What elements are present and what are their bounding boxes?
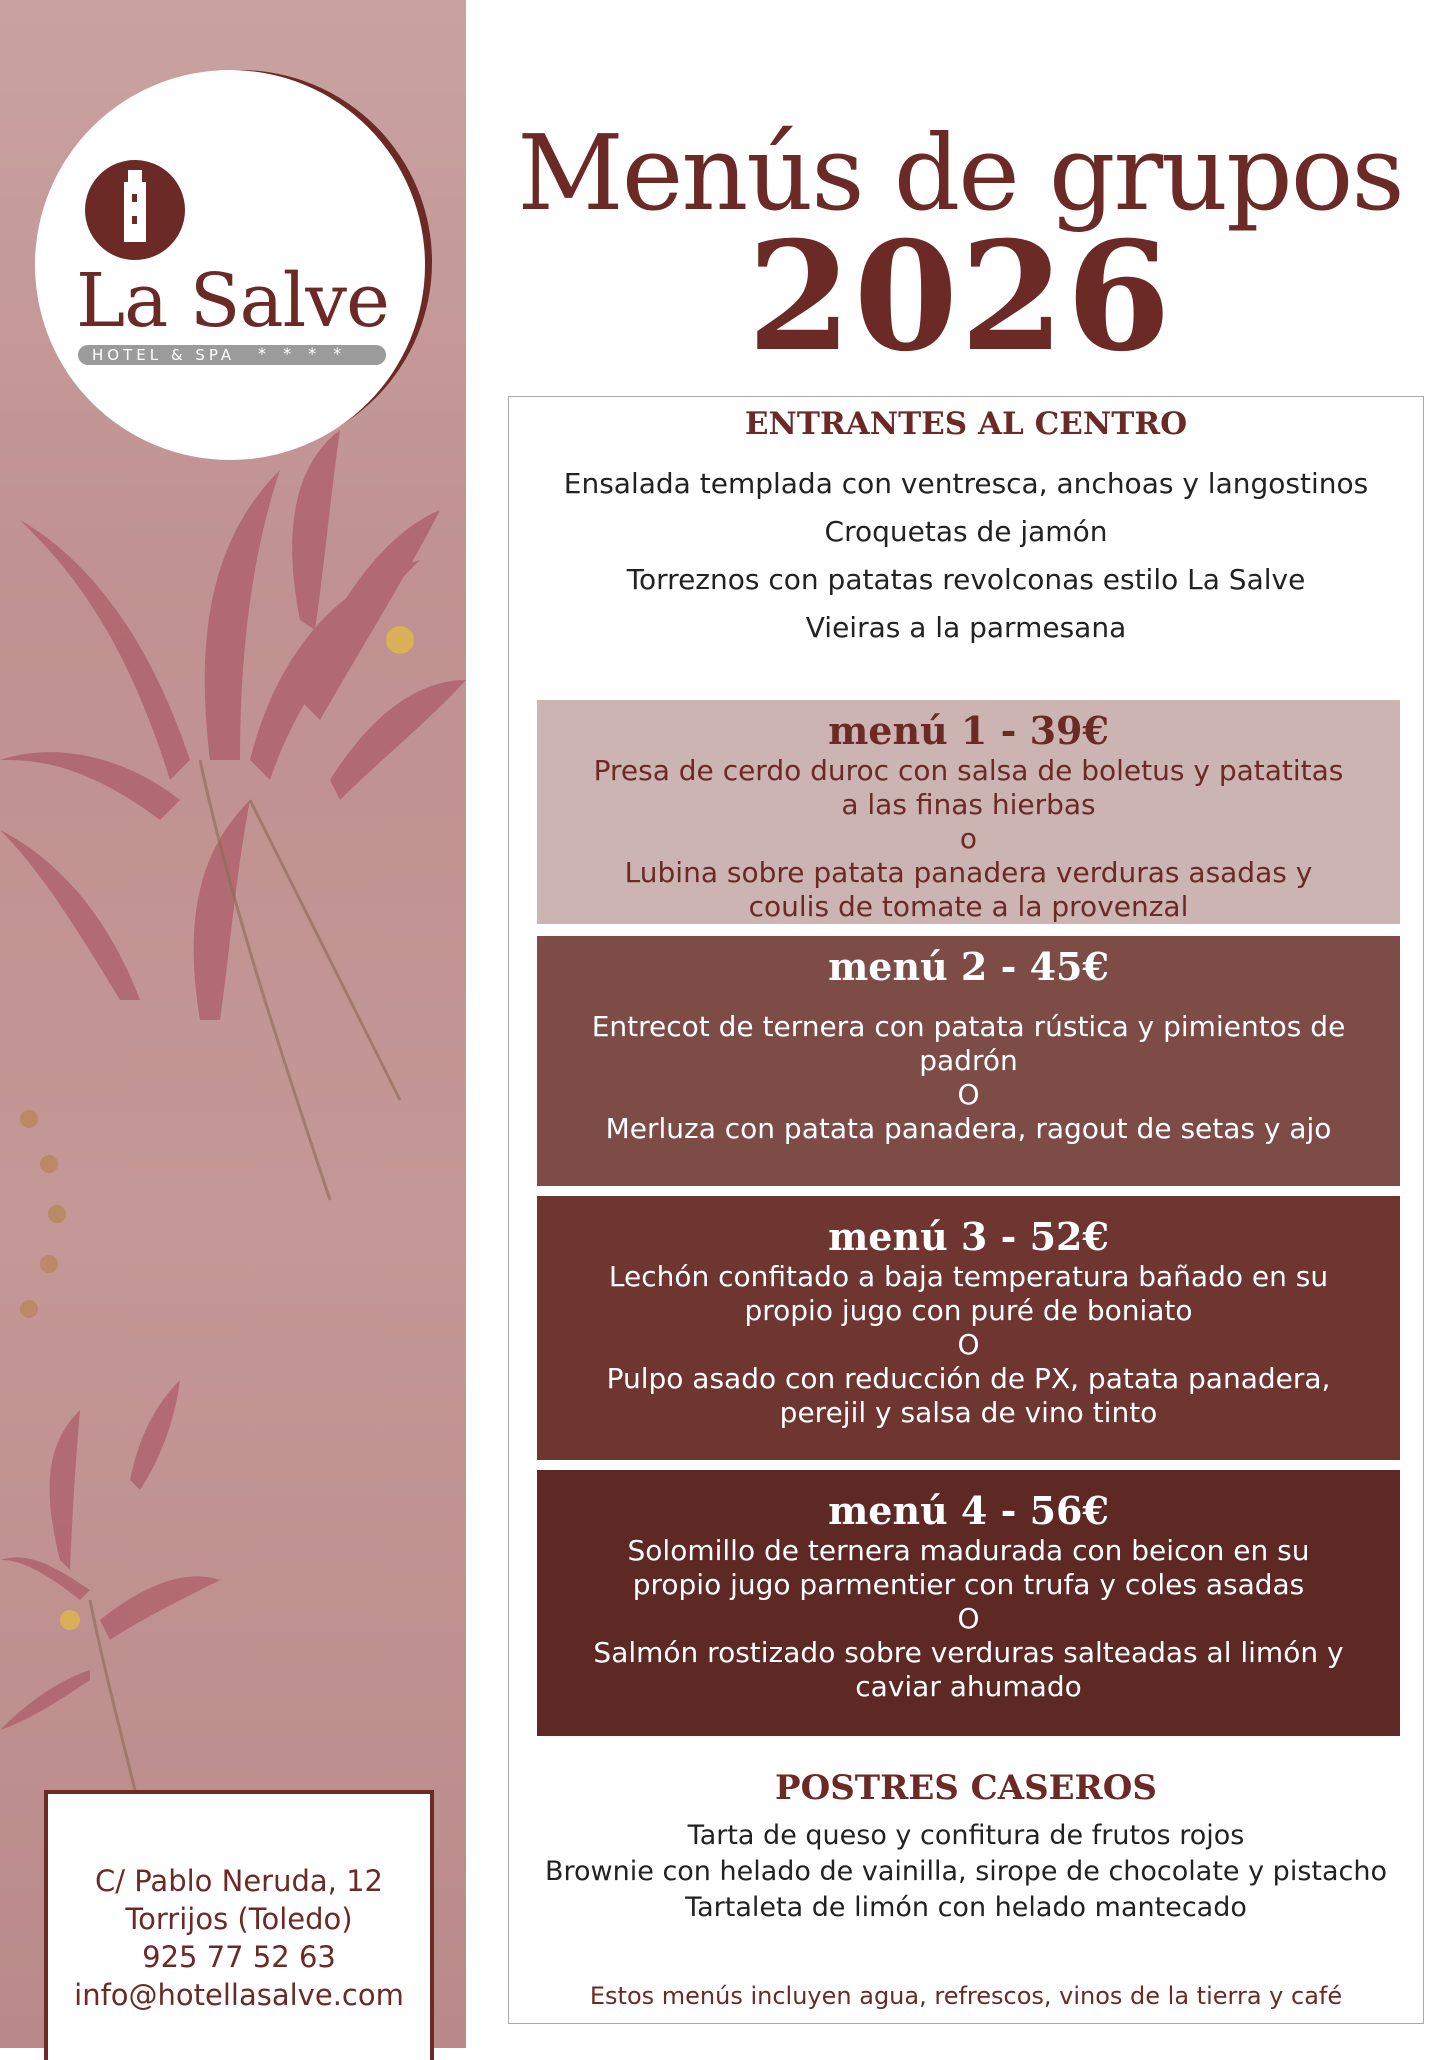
menu-box-1 bbox=[537, 700, 1400, 924]
menu-line: O bbox=[957, 1602, 980, 1635]
postres-title: POSTRES CASEROS bbox=[775, 1768, 1157, 1808]
menu-line: Pulpo asado con reducción de PX, patata panadera, bbox=[606, 1362, 1331, 1395]
contact-address: C/ Pablo Neruda, 12 bbox=[95, 1864, 383, 1898]
menu-title: menú 1 - 39€ bbox=[828, 708, 1109, 753]
menu-footnote: Estos menús incluyen agua, refrescos, vinos de la tierra y café bbox=[589, 1982, 1343, 2010]
menu-line: Lubina sobre patata panadera verduras asadas y bbox=[624, 856, 1313, 889]
menu-line: O bbox=[957, 1328, 980, 1361]
menu-line: coulis de tomate a la provenzal bbox=[748, 890, 1189, 923]
logo-stars: * * * * bbox=[258, 344, 348, 363]
entrante-item: Croquetas de jamón bbox=[824, 515, 1108, 548]
entrante-item: Torreznos con patatas revolconas estilo La Salve bbox=[626, 563, 1306, 596]
menu-title: menú 4 - 56€ bbox=[828, 1488, 1109, 1533]
contact-email[interactable]: info@hotellasalve.com bbox=[74, 1978, 404, 2012]
entrantes-title: ENTRANTES AL CENTRO bbox=[744, 406, 1188, 442]
decorative-dot bbox=[48, 1205, 66, 1223]
menu-title: menú 3 - 52€ bbox=[828, 1214, 1109, 1259]
logo-name: La Salve bbox=[76, 258, 389, 344]
page-title: Menús de grupos bbox=[517, 112, 1403, 234]
menu-line: propio jugo con puré de boniato bbox=[744, 1294, 1193, 1327]
decorative-dot bbox=[40, 1155, 58, 1173]
contact-box bbox=[44, 1790, 434, 2060]
entrante-item: Ensalada templada con ventresca, anchoas y langostinos bbox=[563, 467, 1369, 500]
menu-line: padrón bbox=[919, 1044, 1018, 1077]
menu-line: O bbox=[957, 1078, 980, 1111]
menu-line: caviar ahumado bbox=[855, 1670, 1082, 1703]
menu-line: propio jugo parmentier con trufa y coles asadas bbox=[632, 1568, 1305, 1601]
menu-line: Presa de cerdo duroc con salsa de boletus y patatitas bbox=[593, 754, 1344, 787]
menu-box-2 bbox=[537, 936, 1400, 1186]
entrante-item: Vieiras a la parmesana bbox=[805, 611, 1127, 644]
menu-title: menú 2 - 45€ bbox=[828, 944, 1109, 989]
page-year: 2026 bbox=[747, 209, 1173, 385]
logo-subtitle: HOTEL & SPA bbox=[92, 346, 236, 364]
postre-item: Tartaleta de limón con helado mantecado bbox=[685, 1892, 1247, 1923]
menu-box-3 bbox=[537, 1196, 1400, 1460]
menu-line: Entrecot de ternera con patata rústica y pimientos de bbox=[591, 1010, 1346, 1043]
menu-line: a las finas hierbas bbox=[841, 788, 1096, 821]
postre-item: Tarta de queso y confitura de frutos rojos bbox=[687, 1820, 1245, 1851]
postre-item: Brownie con helado de vainilla, sirope de chocolate y pistacho bbox=[545, 1856, 1387, 1887]
decorative-dot bbox=[20, 1300, 38, 1318]
menu-line: Lechón confitado a baja temperatura bañado en su bbox=[608, 1260, 1329, 1293]
menu-line: Solomillo de ternera madurada con beicon en su bbox=[627, 1534, 1310, 1567]
contact-city: Torrijos (Toledo) bbox=[125, 1902, 353, 1936]
decorative-dot bbox=[40, 1255, 58, 1273]
menu-line: o bbox=[959, 822, 978, 855]
decorative-dot bbox=[20, 1110, 38, 1128]
menu-line: Merluza con patata panadera, ragout de setas y ajo bbox=[605, 1112, 1332, 1145]
menu-line: Salmón rostizado sobre verduras salteadas al limón y bbox=[593, 1636, 1344, 1669]
contact-phone[interactable]: 925 77 52 63 bbox=[142, 1940, 336, 1974]
menu-box-4 bbox=[537, 1470, 1400, 1736]
tower-logo-icon bbox=[80, 160, 190, 260]
menu-line: perejil y salsa de vino tinto bbox=[779, 1396, 1158, 1429]
